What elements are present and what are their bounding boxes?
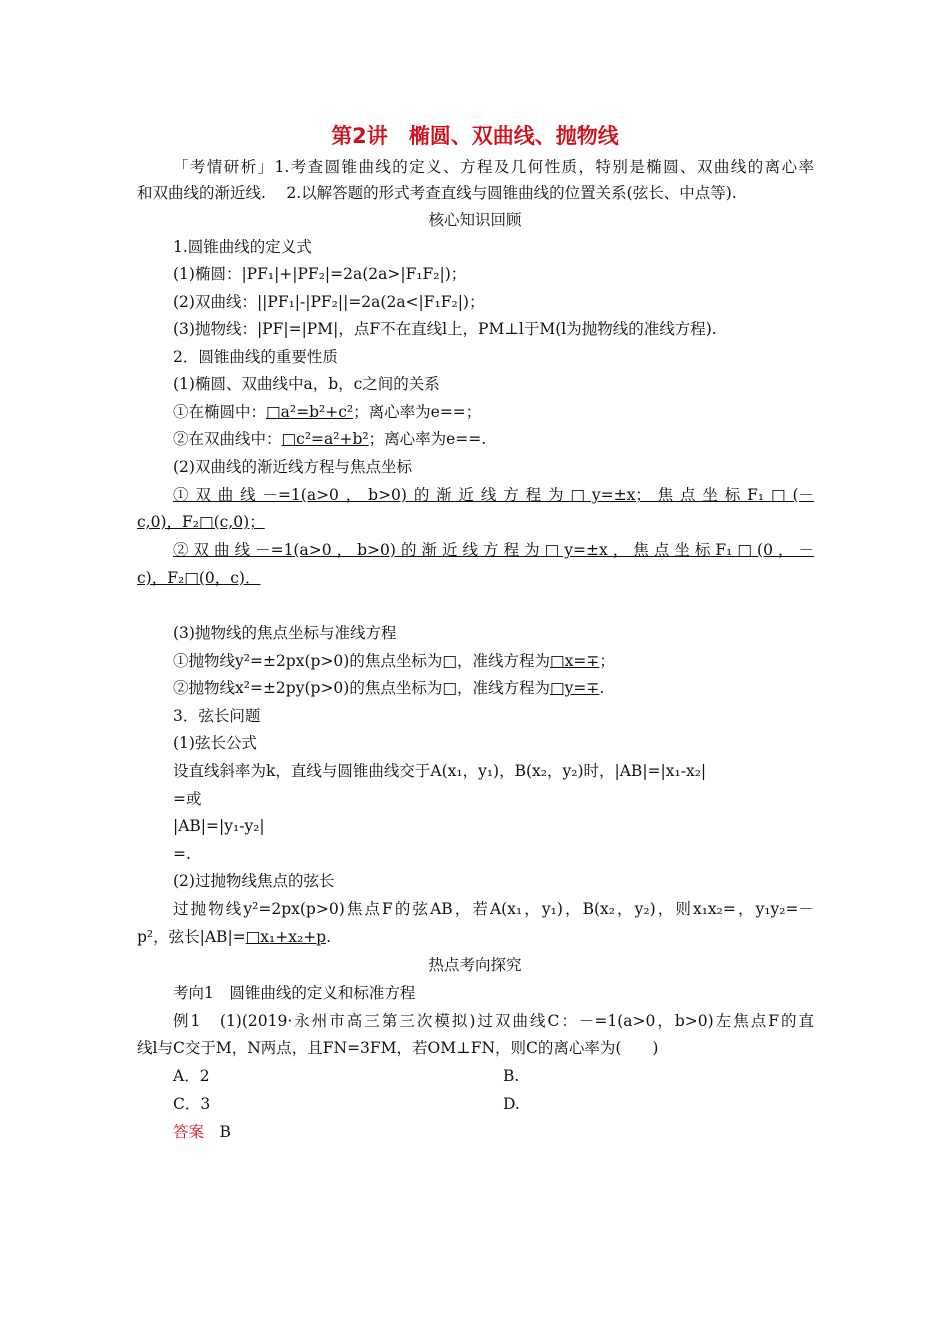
option-b: B. xyxy=(503,1067,520,1085)
parabola-case-2-end: . xyxy=(599,679,605,697)
section-heading-core-review: 核心知识回顾 xyxy=(428,211,522,229)
definition-parabola: (3)抛物线：|PF|=|PM|，点F不在直线l上，PM⊥l于M(l为抛物线的准线方程). xyxy=(173,320,717,338)
heading-chord-length: 3．弦长问题 xyxy=(173,707,261,725)
page-title: 第2讲 椭圆、双曲线、抛物线 xyxy=(331,124,619,148)
property-hyperbola-eccentricity xyxy=(173,428,486,450)
focal-chord-heading: (2)过抛物线焦点的弦长 xyxy=(173,872,335,890)
asymptote-case-1: ①双曲线－=1(a>0，b>0)的渐近线方程为□y=±x；焦点坐标F₁□(－ xyxy=(173,486,814,504)
property-abc-relation: (1)椭圆、双曲线中a，b，c之间的关系 xyxy=(173,375,440,393)
asymptote-case-2-cont: c)，F₂□(0，c)． xyxy=(137,569,261,587)
example-1-line-1: 例1 (1)(2019·永州市高三第三次模拟)过双曲线C：－=1(a>0，b>0)左焦点F的直 xyxy=(173,1012,814,1030)
option-a: A．2 xyxy=(173,1067,210,1085)
ellipse-eccentricity: ；离心率为e==； xyxy=(353,403,482,421)
focal-chord-length-blank: □x₁+x₂+p xyxy=(245,928,327,946)
chord-formula-line-4: =. xyxy=(173,845,191,863)
ellipse-label: ①在椭圆中： xyxy=(173,403,267,421)
parabola-case-1-directrix: □x=∓ xyxy=(549,652,600,670)
asymptote-case-1-cont: c,0)，F₂□(c,0)； xyxy=(137,513,265,531)
parabola-case-1 xyxy=(173,650,615,672)
answer-label: 答案 xyxy=(173,1123,205,1141)
property-ellipse-eccentricity xyxy=(173,401,481,423)
chord-formula-line-3: |AB|=|y₁-y₂| xyxy=(173,817,265,835)
property-parabola-heading: (3)抛物线的焦点坐标与准线方程 xyxy=(173,624,397,642)
heading-definitions: 1.圆锥曲线的定义式 xyxy=(173,238,312,256)
intro-line-1: 「考情研析」1.考查圆锥曲线的定义、方程及几何性质，特别是椭圆、双曲线的离心率 xyxy=(173,158,814,176)
hyperbola-label: ②在双曲线中： xyxy=(173,430,282,448)
focal-chord-end: . xyxy=(326,928,332,946)
chord-formula-heading: (1)弦长公式 xyxy=(173,734,257,752)
answer xyxy=(173,1121,231,1143)
hyperbola-eccentricity: ；离心率为e==. xyxy=(368,430,487,448)
chord-formula-line-2: =或 xyxy=(173,790,202,808)
chord-formula-line-1: 设直线斜率为k，直线与圆锥曲线交于A(x₁，y₁)，B(x₂，y₂)时，|AB|=|x₁-x₂| xyxy=(173,762,707,780)
parabola-case-2-directrix: □y=∓ xyxy=(549,679,600,697)
focal-chord-text: p²，弦长|AB|= xyxy=(137,928,246,946)
parabola-case-2-text: ②抛物线x²=±2py(p>0)的焦点坐标为□，准线方程为 xyxy=(173,679,550,697)
definition-hyperbola: (2)双曲线：||PF₁|-|PF₂||=2a(2a<|F₁F₂|)； xyxy=(173,293,485,311)
option-d: D. xyxy=(503,1095,520,1113)
ellipse-relation-blank: □a²=b²+c² xyxy=(266,403,354,421)
example-1-line-2: 线l与C交于M，N两点，且FN=3FM，若OM⊥FN，则C的离心率为( ) xyxy=(137,1039,659,1057)
focal-chord-line-1: 过抛物线y²=2px(p>0)焦点F的弦AB，若A(x₁，y₁)，B(x₂，y₂)，则x₁x₂=，y₁y₂=－ xyxy=(173,900,814,918)
section-heading-hot-topics: 热点考向探究 xyxy=(428,956,522,974)
intro-line-2: 和双曲线的渐近线. 2.以解答题的形式考查直线与圆锥曲线的位置关系(弦长、中点等). xyxy=(137,184,737,202)
parabola-case-1-text: ①抛物线y²=±2px(p>0)的焦点坐标为□，准线方程为 xyxy=(173,652,550,670)
focal-chord-line-2 xyxy=(137,926,331,948)
parabola-case-1-end: ； xyxy=(599,652,615,670)
hyperbola-relation-blank: □c²=a²+b² xyxy=(281,430,369,448)
property-asymptotes-heading: (2)双曲线的渐近线方程与焦点坐标 xyxy=(173,458,412,476)
heading-properties: 2．圆锥曲线的重要性质 xyxy=(173,348,338,366)
definition-ellipse: (1)椭圆：|PF₁|+|PF₂|=2a(2a>|F₁F₂|)； xyxy=(173,265,467,283)
parabola-case-2 xyxy=(173,677,604,699)
asymptote-case-2: ②双曲线－=1(a>0，b>0)的渐近线方程为□y=±x，焦点坐标F₁□(0，－ xyxy=(173,541,814,559)
answer-value: B xyxy=(219,1123,231,1141)
topic-1-heading: 考向1 圆锥曲线的定义和标准方程 xyxy=(173,984,416,1002)
option-c: C．3 xyxy=(173,1095,211,1113)
